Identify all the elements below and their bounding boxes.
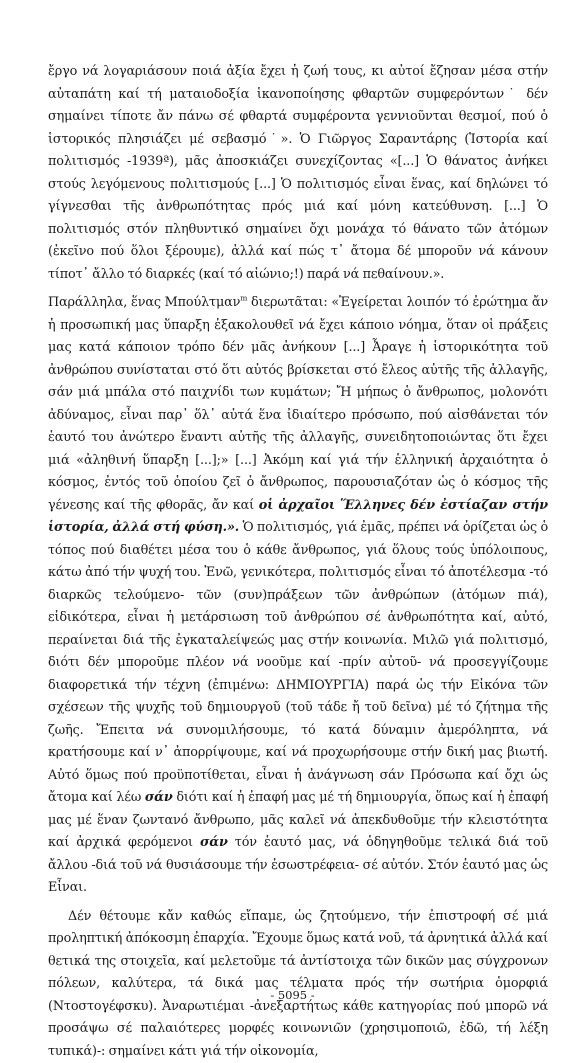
document-page bbox=[48, 61, 548, 1063]
emphasis-san: σάν bbox=[200, 835, 228, 850]
paragraph-2 bbox=[48, 292, 548, 900]
page-number: - 5095 - bbox=[0, 988, 585, 1002]
paragraph-2-text: διότι καί ἡ ἐπαφή μας μέ τή δημιουργία, ὅπως καί ἡ ἐπαφή μας μέ ἕναν ζωντανό ἄνθρωπο, μᾶς καλεῖ νά ἀπεκδυθοῦμε τήν κλειστότητα καί ἀρχικά φερόμενοι bbox=[48, 790, 548, 850]
emphasis-quote: οἱ ἀρχαῖοι Ἕλληνες δέν ἐστίαζαν στήν ἱστορία, ἀλλά στή φύση.». bbox=[48, 498, 548, 536]
paragraph-2-text: τόν ἑαυτό μας, νά ὁδηγηθοῦμε τελικά διά τοῦ ἄλλου -διά τοῦ νά θυσιάσουμε τήν ἐσωστρέφεια- σέ αὐτόν. Στόν ἑαυτό μας ὡς Εἶναι. bbox=[48, 835, 548, 895]
paragraph-2-text: Παράλληλα, ἕνας Μπούλτμαν bbox=[48, 295, 240, 310]
paragraph-1: ἔργο νά λογαριάσουν ποιά ἀξία ἔχει ἡ ζωή τους, κι αὐτοί ἔζησαν μέσα στήν αὐταπάτη καί τή ματαιοδοξία ἱκανοποίησης φθαρτῶν συμφερόντων˙ δέν σημαίνει τίποτε ἄν πάνω σέ φθαρτά συμφέροντα γεννιοῦνται θεσμοί, πού ὁ ἱστορικός πλησιάζει μέ σεβασμό˙». Ὁ Γιῶργος Σαραντάρης (Ἱστορία καί πολιτισμός -1939ª), μᾶς ἀποσκιάζει συνεχίζοντας «[...] Ὁ θάνατος ἀνήκει στούς λεγόμενους πολιτισμούς [...] Ὁ πολιτισμός εἶναι ἕνας, καί δηλώνει τό γίγνεσθαι τῆς ἀνθρωπότητας πρός μιά καί μόνη κατεύθυνση. [...] Ὁ πολιτισμός στόν πληθυντικό σημαίνει ὄχι μονάχα τό θάνατο τῶν ἀτόμων (ἐκεῖνο πού ὅλοι ξέρουμε), ἀλλά καί πώς τ᾽ ἄτομα δέ μποροῦν νά κάνουν τίποτ᾽ ἄλλο τό διαρκές (καί τό αἰώνιο;!) παρά νά πεθαίνουν.». bbox=[48, 61, 548, 286]
emphasis-san: σάν bbox=[145, 790, 173, 805]
paragraph-2-text: διερωτᾶται: «Ἐγείρεται λοιπόν τό ἐρώτημα ἄν ἡ προσωπική μας ὕπαρξη ἐξακολουθεῖ νά ἔχει κάποιο νόημα, ὅταν οἱ πράξεις μας κατά κάποιον τρόπο δέν μᾶς ἀνήκουν [...] Ἆραγε ἡ ἱστορικότητα τοῦ ἀνθρώπου συνίσταται στό ὅτι αὐτός βρίσκεται στό ἔλεος αὐτῆς τῆς ἀλλαγῆς, σάν μιά μπάλα στό παιχνίδι των κυμάτων; Ἤ μήπως ὁ ἄνθρωπος, μολονότι ἀδύναμος, εἶναι παρ᾽ ὅλ᾽ αὐτά ἕνα ἰδιαίτερο πρόσωπο, πού αἰσθάνεται τόν ἑαυτό του ἀνώτερο ἔναντι αὐτῆς τῆς ἀλλαγῆς, συνειδητοποιώντας ὅτι ἔχει μιά «ἀληθινή ὕπαρξη [...];» [...] Ἀκόμη καί γιά τήν ἑλληνική ἀρχαιότητα ὁ κόσμος, ἐντός τοῦ ὁποίου ζεῖ ὁ ἄνθρωπος, παρουσιαζόταν ὡς ὁ κόσμος τῆς γένεσης καί τῆς φθορᾶς, ἄν καί bbox=[48, 295, 548, 513]
paragraph-2-text: Ὁ πολιτισμός, γιά ἐμᾶς, πρέπει νά ὁρίζεται ὡς ὁ τόπος πού διαθέτει μέσα του ὁ κάθε ἄνθρωπος, γιά ὅλους τούς ὑπόλοιπους, κάτω ἀπό τήν ψυχή του. Ἐνῶ, γενικότερα, πολιτισμός εἶναι τό ἀποτέλεσμα -τό διαρκῶς τελούμενο- τῶν (συν)πράξεων τῶν ἀνθρώπων (ἀτόμων πιά), εἰδικότερα, εἶναι ἡ μετάρσιωση τοῦ ἀνθρώπου σέ ἀνθρωπότητα καί, αὐτό, περαίνεται διά τῆς ἐγκαταλείψεώς μας στήν κοινωνία. Μιλῶ γιά πολιτισμό, διότι δέν μποροῦμε πλέον νά νοοῦμε καί -πρίν αὐτοῦ- νά προσεγγίζουμε διαφορετικά τήν τέχνη (ἐπιμένω: ΔΗΜΙΟΥΡΓΙΑ) παρά ὡς τήν Εἰκόνα τῶν σχέσεων τῆς ψυχῆς τοῦ δημιουργοῦ (τοῦ τάδε ἤ τοῦ δεῖνα) μέ τό ζήτημα τῆς ζωῆς. Ἔπειτα νά συνομιλήσουμε, τό κατά δύναμιν ἀμερόληπτα, νά κρατήσουμε καί ν᾽ ἀπορρίψουμε, καί νά προχωρήσουμε στήν δική μας βιωτή. Αὐτό ὅμως πού προϋποτίθεται, εἶναι ἡ ἀνάγνωση σάν Πρόσωπα καί ὄχι ὡς ἄτομα καί λέω bbox=[48, 520, 548, 805]
footnote-marker: m bbox=[240, 294, 247, 303]
paragraph-3: Δέν θέτουμε κἄν καθώς εἴπαμε, ὡς ζητούμενο, τήν ἐπιστροφή σέ μιά προληπτική ἀπόκοσμη ἐπαρχία. Ἔχουμε ὅμως κατά νοῦ, τά ἀρνητικά ἀλλά καί θετικά της στοιχεῖα, καί μελετοῦμε τά ἀντίστοιχα τῶν δικῶν μας σύγχρονων πόλεων, καλύτερα, τά δικά μας τέλματα πρός τήν σωτήρια ὁμορφιά (Ντοστογέφσκυ). Ἀναρωτιέμαι -ἀνεξαρτήτως κάθε κατηγορίας πού μπορῶ νά προσάψω σέ παλαιότερες μορφές κοινωνιῶν (χρησιμοποιῶ, ἐδῶ, τή λέξη τυπικά)-: σημαίνει κάτι γιά τήν οἰκονομία, bbox=[48, 906, 548, 1063]
